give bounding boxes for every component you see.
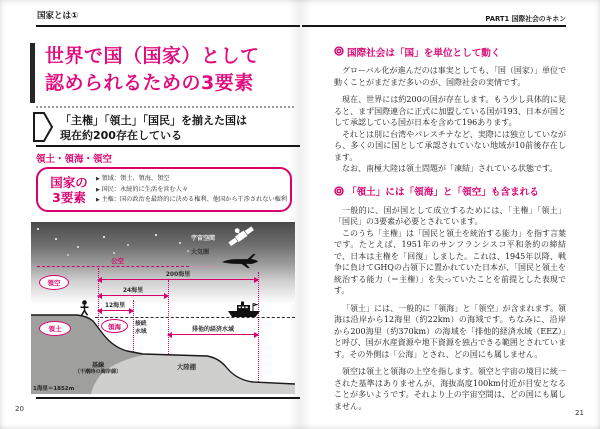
- bullet-item: ▶ 国民：永続的に生活を営む人々: [96, 185, 288, 196]
- public-air-label: 公空: [111, 257, 124, 265]
- satellite-icon: [227, 224, 255, 252]
- contiguous-zone-line1: 接続: [135, 321, 147, 327]
- eez-label: 排他的経済水域: [191, 326, 234, 333]
- territory-diagram: [31, 222, 295, 394]
- airplane-icon: [221, 252, 259, 274]
- contiguous-zone-line2: 水域: [135, 328, 147, 335]
- bullet-item: ▶ 領域：領土、領海、領空: [96, 174, 288, 185]
- page-title-line1: 世界で国（国家）として: [45, 45, 260, 67]
- chapter-kicker: 国家とは①: [37, 11, 79, 21]
- page-title: [45, 43, 260, 97]
- three-elements-box: [36, 167, 292, 212]
- paragraph: このうち「主権」は「国民と領土を統治する能力」を指す言葉です。たとえば、1951年のサンフランシスコ平和条約の締結で、日本は主権を「回復」しました。これは、1945年以降、戦争に負けてGHQの占領下に置かれていた日本が、「国民と領土を統治する能力（＝主権）」を失っていたことを前提とした表現です。: [334, 228, 566, 295]
- stars: [37, 228, 39, 230]
- paragraph: なお、南極大陸は領土問題が「凍結」されている状態です。: [342, 164, 558, 173]
- paragraph: グローバル化が進んだのは事実としても、「国（国家）」単位で動くことがまだまだ多いのが、国際社会の実情です。: [334, 66, 566, 87]
- atmosphere-label: 大気圏: [191, 249, 210, 256]
- paragraph: 領空は領土と領海の上空を指します。領空と宇宙の境目に統一された基準はありませんが、海抜高度100km付近が目安となることが多いようです。それより上の宇宙空間は、どの国にも属しません。: [334, 367, 566, 411]
- three-elements-label-line2: 3要素: [52, 190, 86, 205]
- title-accent-bar: [30, 43, 35, 103]
- section-badge-icon: [334, 186, 344, 201]
- page-subtitle-line1: 「主権」「領土」「国民」を揃えた国は: [60, 114, 247, 127]
- public-air-boundary-dots: [191, 266, 217, 267]
- three-elements-bullets: [96, 174, 288, 206]
- label-200nm: 200海里: [165, 271, 191, 278]
- person-icon: [78, 300, 91, 320]
- page-number-left: 20: [15, 405, 24, 413]
- section-heading-1: [334, 46, 566, 61]
- arrow-200nm: [98, 279, 258, 280]
- section-heading-2-text: 「領土」には「領海」と「領空」も含まれる: [347, 187, 539, 198]
- paragraph: 現在、世界には約200の国が存在します。もう少し具体的に見ると、まず国際連合に正式に加盟している国が193、日本が国として承認している国が日本を含めて196あります。: [334, 95, 566, 127]
- dotted-separator: [36, 106, 294, 108]
- paragraph: 「領土」には、一般的に「領海」と「領空」が含まれます。領海は沿岸から12海里（約22km）の海域です。ちなみに、沿岸から200海里（約370km）の海域を「排他的経済水域（EEZ）」と呼び、国が水産資源や地下資源を独占できる範囲とされています。その外側は「公海」とされ、どの国にも属しません。: [334, 303, 566, 359]
- page-number-right: 21: [575, 409, 584, 417]
- baseline-note: （干潮時の海岸線）: [74, 369, 122, 375]
- territorial-sea-badge: 領海: [101, 319, 128, 333]
- three-elements-label: [46, 175, 92, 205]
- pointer-pentagon-icon: [33, 112, 53, 146]
- paragraph: 一般的に、国が国として成立するためには、「主権」「領土」「国民」の3要素が必要とされています。: [334, 205, 566, 226]
- nautical-mile-note: 1海里＝1852m: [33, 386, 75, 392]
- page-subtitle: [60, 113, 247, 143]
- contiguous-zone-label: [135, 321, 147, 336]
- territory-badge: 領土: [39, 321, 71, 336]
- label-24nm: 24海里: [122, 287, 144, 294]
- mid-rule-left: [36, 145, 300, 147]
- arrow-24nm: [98, 295, 168, 296]
- ship-icon: [227, 301, 261, 322]
- paragraph: それとは別に台湾やパレスチナなど、実際には独立していながら、多くの国に国として承認されていない地域が10前後存在します。: [334, 129, 566, 162]
- page-title-line2: 認められるための3要素: [45, 72, 254, 94]
- header-rule-right: [302, 25, 566, 27]
- header-rule-left: [36, 25, 300, 27]
- section-heading-1-text: 国際社会は「国」を単位として動く: [347, 47, 501, 59]
- space-label: 宇宙空間: [191, 235, 216, 242]
- continental-shelf-label: 大陸棚: [177, 364, 196, 371]
- figure-section-label: 領土・領海・領空: [36, 154, 113, 165]
- section-heading-2: [334, 186, 566, 201]
- page-subtitle-line2: 現在約200存在している: [60, 129, 182, 142]
- part-kicker: PART1 国際社会のキホン: [485, 15, 566, 23]
- footer-rule-left: [36, 397, 300, 399]
- bullet-item: ▶ 主権：国の政治を最終的に決める権利、他国から干渉されない権利: [96, 195, 288, 206]
- section-badge-icon: [334, 46, 344, 61]
- sea-surface-line: [95, 317, 295, 318]
- airspace-badge: 領空: [39, 275, 69, 290]
- three-elements-label-line1: 国家の: [50, 175, 88, 190]
- label-12nm: 12海里: [104, 302, 126, 309]
- public-air-boundary-line: [37, 266, 189, 267]
- body-text-column: [334, 46, 566, 412]
- baseline-label: 基線: [91, 362, 105, 369]
